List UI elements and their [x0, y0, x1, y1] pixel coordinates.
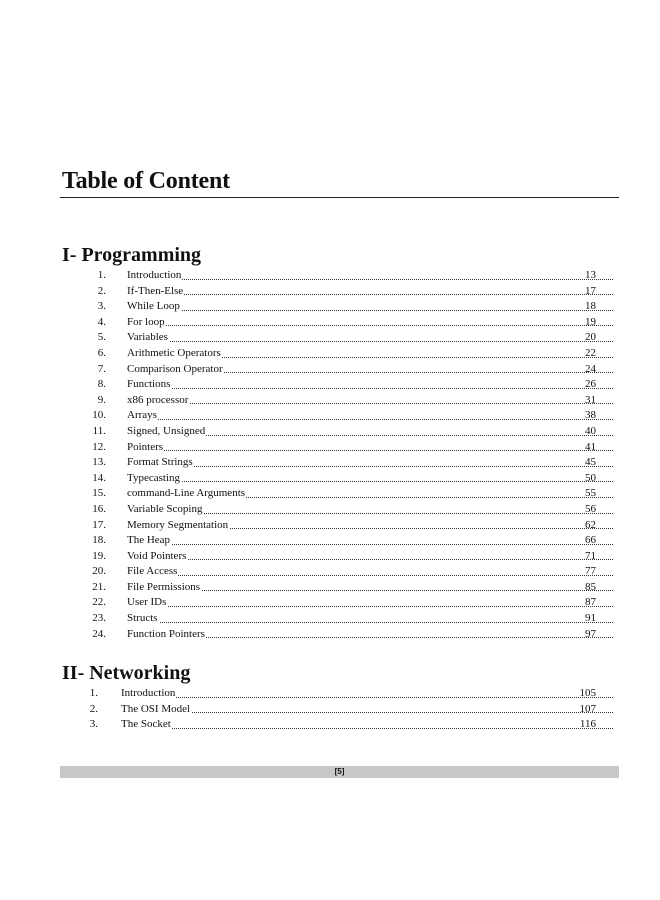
- entry-page-number: 116: [579, 718, 596, 731]
- entry-number: 7.: [97, 362, 106, 375]
- footer-bar: [60, 766, 619, 778]
- entry-title: File Permissions: [127, 580, 201, 593]
- entry-page-number: 62: [585, 518, 596, 531]
- toc-entry[interactable]: [60, 346, 620, 362]
- entry-page-number: 22: [585, 346, 596, 359]
- entry-label: [127, 518, 613, 534]
- page-number: [5]: [334, 767, 345, 776]
- entry-page-number: 56: [585, 502, 596, 515]
- entry-title: Typecasting: [127, 471, 180, 484]
- entry-title: User IDs: [127, 596, 167, 609]
- toc-entry[interactable]: [60, 518, 620, 534]
- entry-number: 5.: [97, 331, 106, 344]
- entry-label: [127, 299, 613, 315]
- entry-number: 4.: [97, 315, 106, 328]
- entry-number: 11.: [92, 424, 106, 437]
- entry-title: The OSI Model: [121, 702, 191, 715]
- entry-page-number: 55: [585, 487, 596, 500]
- toc-entry[interactable]: [60, 502, 620, 518]
- entry-label: [127, 611, 613, 627]
- entry-page-number: 50: [585, 471, 596, 484]
- entry-page-number: 77: [585, 565, 596, 578]
- entry-number: 24.: [92, 627, 106, 640]
- toc-entry[interactable]: [60, 299, 620, 315]
- entry-number: 6.: [97, 346, 106, 359]
- entry-number: 23.: [92, 612, 106, 625]
- toc-list: [60, 686, 620, 733]
- entry-label: [127, 627, 613, 643]
- entry-page-number: 105: [579, 687, 596, 699]
- entry-title: File Access: [127, 565, 178, 578]
- entry-label: [127, 564, 613, 580]
- entry-page-number: 107: [579, 702, 596, 715]
- entry-page-number: 17: [585, 284, 596, 297]
- entry-page-number: 26: [585, 378, 596, 391]
- entry-title: Arithmetic Operators: [127, 346, 221, 359]
- entry-title: The Socket: [121, 718, 171, 731]
- entry-page-number: 13: [585, 269, 596, 281]
- toc-entry[interactable]: [60, 377, 620, 393]
- toc-entry[interactable]: [60, 424, 620, 440]
- entry-label: [127, 471, 613, 487]
- toc-entry[interactable]: [60, 702, 620, 718]
- entry-label: [127, 393, 613, 409]
- toc-entry[interactable]: [60, 627, 620, 643]
- toc-section-networking: [60, 662, 620, 733]
- entry-title: While Loop: [127, 300, 180, 313]
- entry-label: [127, 284, 613, 300]
- entry-page-number: 24: [585, 362, 596, 375]
- entry-title: command-Line Arguments: [127, 487, 246, 500]
- entry-title: x86 processor: [127, 393, 189, 406]
- entry-page-number: 19: [585, 315, 596, 328]
- entry-page-number: 66: [585, 534, 596, 547]
- entry-number: 17.: [92, 518, 106, 531]
- entry-page-number: 91: [585, 612, 596, 625]
- toc-entry[interactable]: [60, 268, 620, 284]
- entry-label: [127, 330, 613, 346]
- entry-title: Structs: [127, 612, 158, 625]
- toc-entry[interactable]: [60, 315, 620, 331]
- entry-page-number: 85: [585, 580, 596, 593]
- entry-label: [127, 362, 613, 378]
- entry-title: Signed, Unsigned: [127, 424, 206, 437]
- entry-label: [127, 408, 613, 424]
- toc-entry[interactable]: [60, 362, 620, 378]
- entry-number: 2.: [97, 284, 106, 297]
- toc-entry[interactable]: [60, 717, 620, 733]
- toc-section-programming: [60, 244, 620, 642]
- entry-label: [127, 377, 613, 393]
- entry-title: Function Pointers: [127, 627, 205, 640]
- page-title: Table of Content: [62, 168, 230, 194]
- entry-number: 10.: [92, 409, 106, 422]
- entry-page-number: 97: [585, 627, 596, 640]
- entry-label: [127, 595, 613, 611]
- entry-title: Arrays: [127, 409, 157, 422]
- entry-title: For loop: [127, 315, 165, 328]
- entry-page-number: 38: [585, 409, 596, 422]
- entry-title: Introduction: [127, 269, 182, 281]
- entry-label: [127, 268, 613, 284]
- toc-entry[interactable]: [60, 611, 620, 627]
- entry-page-number: 18: [585, 300, 596, 313]
- entry-title: If-Then-Else: [127, 284, 184, 297]
- entry-number: 15.: [92, 487, 106, 500]
- toc-entry[interactable]: [60, 533, 620, 549]
- entry-label: [121, 717, 613, 733]
- toc-entry[interactable]: [60, 580, 620, 596]
- entry-page-number: 45: [585, 456, 596, 469]
- entry-number: 2.: [89, 702, 98, 715]
- title-divider: [60, 197, 619, 198]
- toc-entry[interactable]: [60, 471, 620, 487]
- toc-entry[interactable]: [60, 284, 620, 300]
- entry-title: The Heap: [127, 534, 171, 547]
- toc-entry[interactable]: [60, 595, 620, 611]
- entry-title: Variable Scoping: [127, 502, 203, 515]
- entry-title: Memory Segmentation: [127, 518, 229, 531]
- entry-label: [127, 486, 613, 502]
- entry-page-number: 40: [585, 424, 596, 437]
- entry-number: 12.: [92, 440, 106, 453]
- entry-page-number: 87: [585, 596, 596, 609]
- toc-entry[interactable]: [60, 455, 620, 471]
- toc-entry[interactable]: [60, 440, 620, 456]
- entry-number: 22.: [92, 596, 106, 609]
- section-heading: II- Networking: [62, 662, 191, 684]
- toc-list: [60, 268, 620, 642]
- entry-number: 9.: [97, 393, 106, 406]
- toc-entry[interactable]: [60, 408, 620, 424]
- entry-number: 20.: [92, 565, 106, 578]
- entry-title: Pointers: [127, 440, 164, 453]
- toc-entry[interactable]: [60, 549, 620, 565]
- entry-label: [127, 424, 613, 440]
- entry-label: [121, 686, 613, 702]
- entry-label: [127, 440, 613, 456]
- toc-entry[interactable]: [60, 330, 620, 346]
- entry-label: [127, 346, 613, 362]
- entry-label: [127, 533, 613, 549]
- entry-title: Comparison Operator: [127, 362, 223, 375]
- entry-label: [121, 702, 613, 718]
- entry-title: Variables: [127, 331, 168, 344]
- entry-number: 18.: [92, 534, 106, 547]
- section-heading: I- Programming: [62, 244, 202, 266]
- entry-label: [127, 455, 613, 471]
- entry-page-number: 31: [585, 393, 596, 406]
- entry-number: 1.: [89, 687, 98, 699]
- entry-number: 19.: [92, 549, 106, 562]
- entry-number: 1.: [97, 269, 106, 281]
- entry-page-number: 41: [585, 440, 596, 453]
- entry-number: 8.: [97, 378, 106, 391]
- entry-number: 14.: [92, 471, 106, 484]
- entry-number: 16.: [92, 502, 106, 515]
- entry-label: [127, 580, 613, 596]
- entry-label: [127, 315, 613, 331]
- entry-label: [127, 549, 613, 565]
- entry-title: Introduction: [121, 687, 176, 699]
- entry-number: 13.: [92, 456, 106, 469]
- toc-entry[interactable]: [60, 393, 620, 409]
- entry-title: Format Strings: [127, 456, 193, 469]
- entry-page-number: 71: [585, 549, 596, 562]
- toc-entry[interactable]: [60, 486, 620, 502]
- entry-page-number: 20: [585, 331, 596, 344]
- toc-entry[interactable]: [60, 564, 620, 580]
- entry-number: 21.: [92, 580, 106, 593]
- entry-number: 3.: [97, 300, 106, 313]
- toc-entry[interactable]: [60, 686, 620, 702]
- entry-title: Void Pointers: [127, 549, 187, 562]
- entry-number: 3.: [89, 718, 98, 731]
- entry-title: Functions: [127, 378, 171, 391]
- entry-label: [127, 502, 613, 518]
